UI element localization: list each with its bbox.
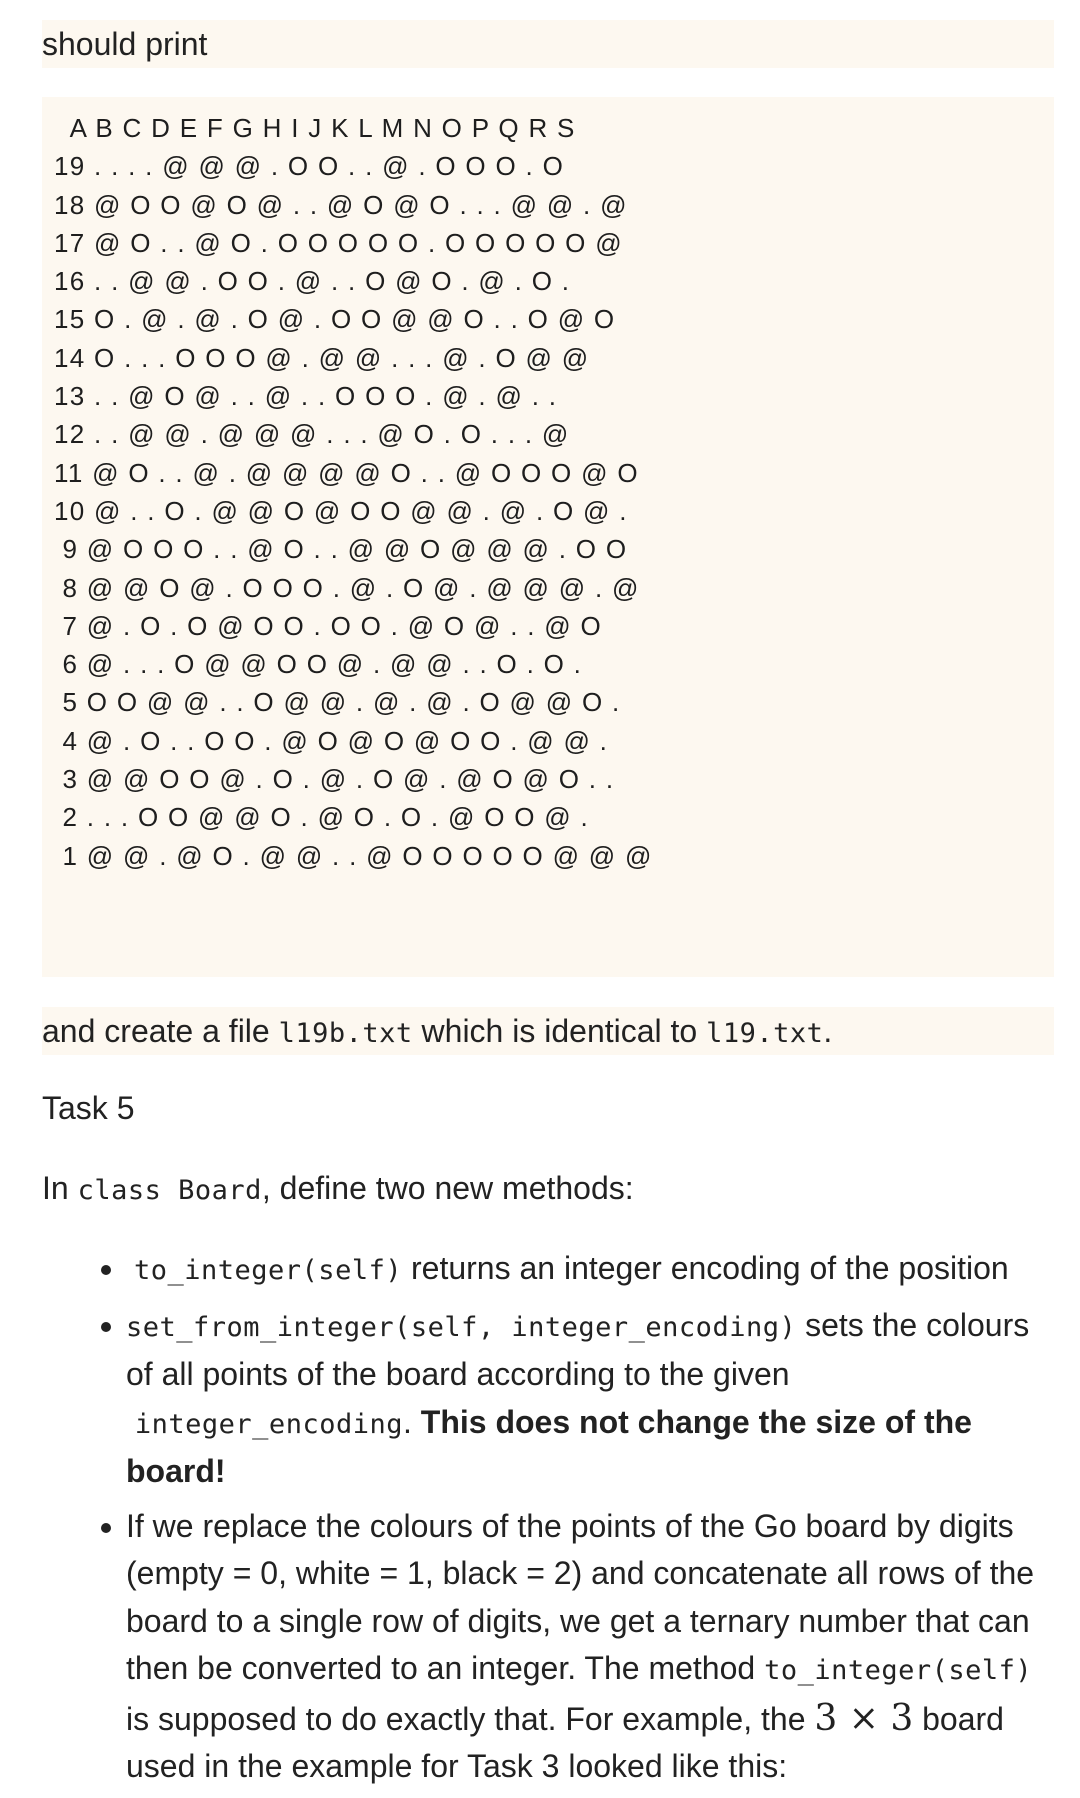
intro-paragraph-suffix: , define two new methods: (261, 1170, 634, 1206)
intro-paragraph (42, 1166, 634, 1213)
bullet-icon (101, 1265, 111, 1275)
intro-paragraph-prefix: In (42, 1170, 69, 1206)
task-heading: Task 5 (42, 1090, 135, 1126)
intro-note-text: should print (42, 26, 208, 62)
board-size-math: 3 × 3 (814, 1697, 914, 1739)
list-item (0, 1245, 1080, 1295)
method-list (0, 1245, 1080, 1798)
board-output-block: A B C D E F G H I J K L M N O P Q R S 19 . . . . @ @ @ . O O . . @ . O O O . O 18 @ O O @ O @ . . @ O @ O . . . @ @ . @ 17 @ O . . @ O . O O O O O . O O O O O @ 16 . . @ @ . O O . @ . . O @ O . @ . O . 15 O . @ . @ . O @ . O O @ @ O . . O @ O 14 O . . . O O O @ . @ @ . . . @ . O @ @ 13 . . @ O @ . . @ . . O O O . @ . @ . . 12 . . @ @ . @ @ @ . . . @ O . O . . . @ 11 @ O . . @ . @ @ @ @ O . . @ O O O @ O 10 @ . . O . @ @ O @ O O @ @ . @ . O @ . 9 @ O O O . . @ O . . @ @ O @ @ @ . O O 8 @ @ O @ . O O O . @ . O @ . @ @ @ . @ 7 @ . O . O @ O O . O O . @ O @ . . @ O 6 @ . . . O @ @ O O @ . @ @ . . O . O . 5 O O @ @ . . O @ @ . @ . @ . O @ @ O . 4 @ . O . . O O . @ O @ O @ O O . @ @ . 3 @ @ O O @ . O . @ . O @ . @ O @ O . . 2 . . . O O @ @ O . @ O . O . @ O O @ . 1 @ @ . @ O . @ @ . . @ O O O O O @ @ @ (42, 97, 1054, 977)
encoding-description-cont: is supposed to do exactly that. For example, the (126, 1700, 806, 1737)
method-description: returns an integer encoding of the position (410, 1250, 1009, 1286)
encoding-description-end: board used in the example for Task 3 looked like this: (126, 1700, 1004, 1784)
original-file-name: l19.txt (706, 1018, 824, 1049)
bold-warning: This does not change the size of the board! (126, 1403, 972, 1489)
file-note-middle: which is identical to (421, 1013, 698, 1049)
method-description: sets the colours of all points of the board according to the given (126, 1306, 1030, 1392)
file-note-suffix: . (823, 1013, 833, 1049)
file-note-prefix: and create a file (42, 1013, 270, 1049)
method-code: to_integer(self) (764, 1655, 1033, 1686)
bullet-icon (101, 1523, 111, 1533)
new-file-name: l19b.txt (278, 1018, 413, 1049)
list-item (0, 1302, 1080, 1496)
period-text: . (402, 1403, 412, 1440)
intro-note (42, 20, 1054, 68)
encoding-description: If we replace the colours of the points of the Go board by digits (empty = 0, white = 1, black = 2) and concatenate all rows of the board to a single row of digits, we get a ternary number that can then be converted to an integer. The method (126, 1507, 1035, 1686)
file-note (42, 1007, 1054, 1055)
param-code: integer_encoding (134, 1408, 403, 1440)
class-name-code: class Board (77, 1175, 262, 1206)
list-item (0, 1503, 1080, 1791)
method-code: set_from_integer(self, integer_encoding) (126, 1311, 797, 1343)
bullet-icon (101, 1322, 111, 1332)
method-code: to_integer(self) (134, 1255, 403, 1286)
